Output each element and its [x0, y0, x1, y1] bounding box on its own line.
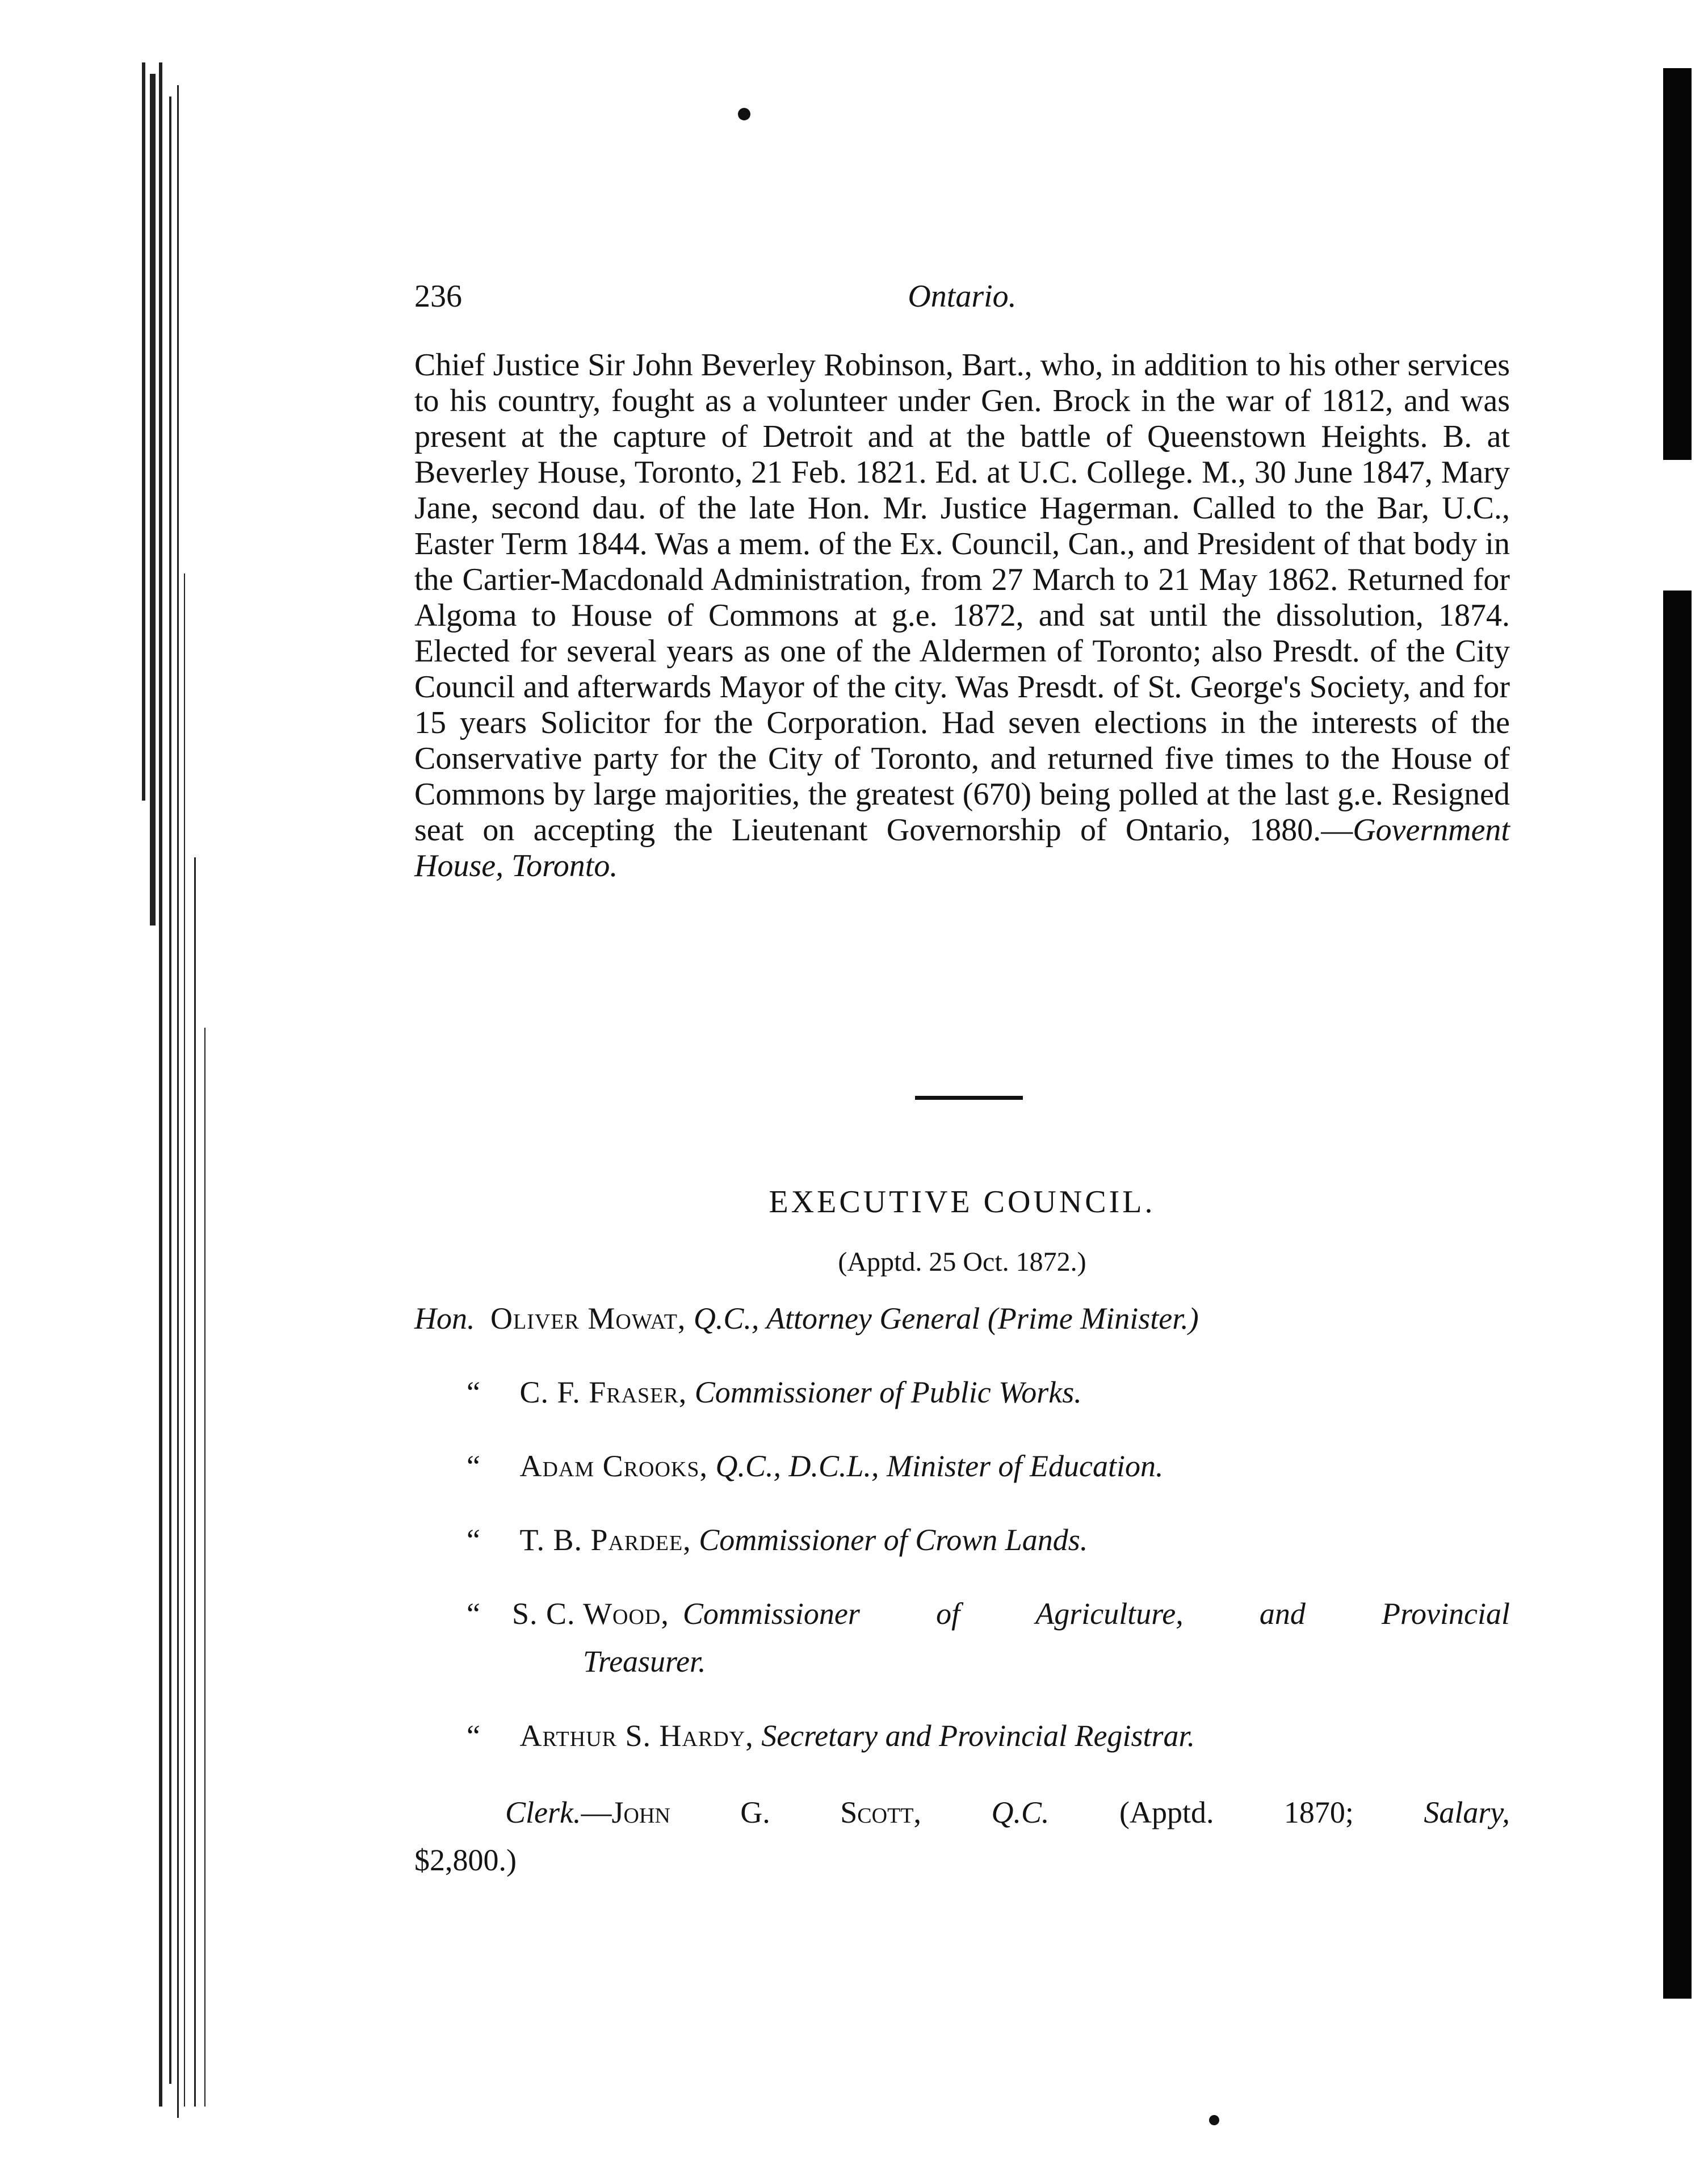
council-member — [414, 1712, 1510, 1760]
clerk-title: Q.C. — [991, 1795, 1050, 1829]
biography-dash: — — [1321, 813, 1353, 848]
member-role: Q.C., D.C.L., Minister of Education. — [715, 1449, 1164, 1483]
member-prefix: Hon. — [414, 1301, 475, 1335]
member-name: Arthur S. Hardy, — [519, 1719, 754, 1753]
clerk-salary-label: Salary, — [1424, 1795, 1510, 1829]
member-name: T. B. Pardee, — [519, 1523, 691, 1557]
member-name: S. C. Wood, — [512, 1597, 669, 1631]
biography-address: Government House, Toronto. — [414, 813, 1510, 883]
biography-paragraph — [414, 347, 1510, 884]
ditto-mark: “ — [467, 1597, 480, 1631]
member-name: C. F. Fraser, — [519, 1375, 687, 1409]
clerk-year: 1870; — [1283, 1795, 1354, 1829]
running-title: Ontario. — [908, 279, 1017, 314]
member-name: Oliver Mowat, — [490, 1301, 686, 1335]
ditto-mark: “ — [467, 1719, 480, 1753]
clerk-apptd: (Apptd. — [1119, 1795, 1214, 1829]
council-appointed-date: (Apptd. 25 Oct. 1872.) — [838, 1247, 1086, 1277]
member-role: Q.C., Attorney General (Prime Minister.) — [693, 1301, 1199, 1335]
ditto-mark: “ — [467, 1375, 480, 1409]
council-heading: EXECUTIVE COUNCIL. — [769, 1184, 1156, 1220]
council-member — [414, 1516, 1510, 1564]
member-name: Adam Crooks, — [519, 1449, 708, 1483]
council-member — [414, 1442, 1510, 1490]
scan-edge-bottom — [1663, 591, 1692, 1999]
ditto-mark: “ — [467, 1523, 480, 1557]
clerk-salary-value: $2,800.) — [414, 1843, 517, 1877]
clerk-dash: — — [581, 1795, 612, 1829]
ditto-mark: “ — [467, 1449, 480, 1483]
council-member — [414, 1295, 1510, 1342]
clerk-middle-initial: G. — [740, 1795, 770, 1829]
member-role: Commissioner of Public Works. — [694, 1375, 1082, 1409]
member-role: Commissioner of Agriculture, and Provincial — [682, 1597, 1510, 1631]
member-role: Secretary and Provincial Registrar. — [761, 1719, 1195, 1753]
council-member — [414, 1368, 1510, 1416]
member-role: Commissioner of Crown Lands. — [699, 1523, 1088, 1557]
council-member — [414, 1590, 1510, 1685]
clerk-entry — [414, 1789, 1510, 1884]
clerk-first-name: John — [611, 1795, 670, 1829]
page-header — [414, 278, 1510, 324]
member-role-continued: Treasurer. — [583, 1644, 706, 1678]
clerk-last-name: Scott, — [840, 1795, 922, 1829]
biography-text: Chief Justice Sir John Beverley Robinson, Bart., who, in addition to his other services to his country, fought as a volunteer under Gen. Brock in the war of 1812, and was present at the capture of Detroit and at the battle of Queenstown Heights. B. at Beverley House, Toronto, 21 Feb. 1821. Ed. at U.C. College. M., 30 June 1847, Mary Jane, second dau. of the late Hon. Mr. Justice Hagerman. Called to the Bar, U.C., Easter Term 1844. Was a mem. of the Ex. Council, Can., and President of that body in the Cartier-Macdonald Administration, from 27 March to 21 May 1862. Returned for Algoma to House of Commons at g.e. 1872, and sat until the dissolution, 1874. Elected for several years as one of the Aldermen of Toronto; also Presdt. of the City Council and afterwards Mayor of the city. Was Presdt. of St. George's Society, and for 15 years Solicitor for the Corporation. Had seven elections in the interests of the Conservative party for the City of Toronto, and returned five times to the House of Commons by large majorities, the greatest (670) being polled at the last g.e. Resigned seat on accepting the Lieutenant Governorship of Ontario, 1880. — [414, 347, 1510, 848]
section-divider — [915, 1096, 1023, 1100]
page-number: 236 — [414, 279, 462, 314]
scan-speck — [1209, 2115, 1219, 2125]
binding-edge — [142, 62, 216, 2135]
scan-speck — [738, 108, 750, 120]
scan-edge-top — [1663, 68, 1692, 460]
clerk-label: Clerk. — [505, 1795, 581, 1829]
